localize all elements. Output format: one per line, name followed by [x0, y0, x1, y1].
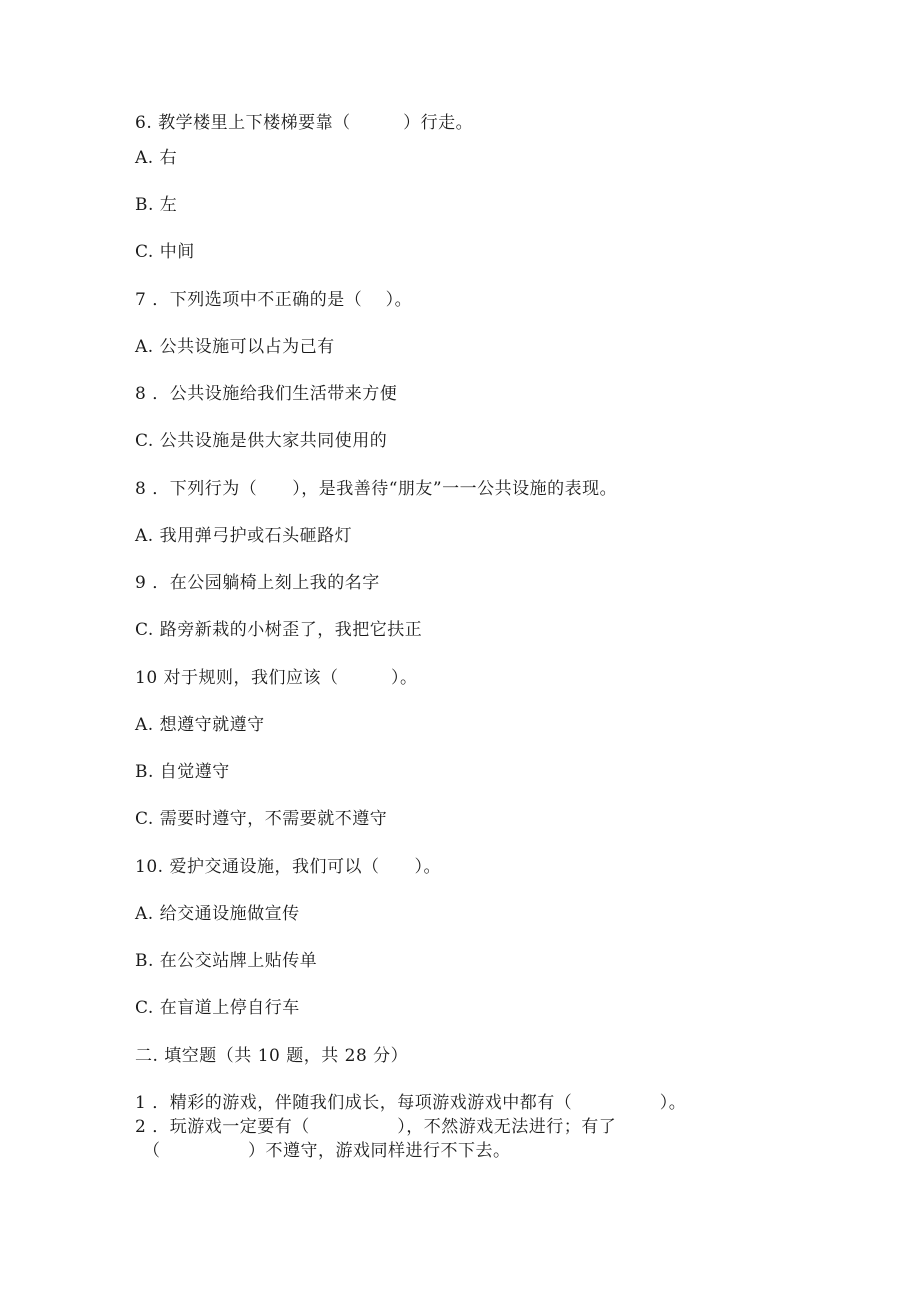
question-10a-option-a: A. 想遵守就遵守 [135, 715, 265, 735]
question-10b-stem: 10. 爱护交通设施，我们可以（ ）。 [135, 857, 441, 877]
question-8-option-b: 9 ．在公园躺椅上刻上我的名字 [135, 573, 380, 593]
question-6-option-c: C. 中间 [135, 242, 195, 262]
question-10a-stem: 10 对于规则，我们应该（ ）。 [135, 668, 418, 688]
fill-in-item-2: 2 ．玩游戏一定要有（ ），不然游戏无法进行；有了 [135, 1117, 617, 1137]
question-8-option-c: C. 路旁新栽的小树歪了，我把它扶正 [135, 620, 423, 640]
question-7-option-c: C. 公共设施是供大家共同使用的 [135, 431, 388, 451]
question-10a-option-b: B. 自觉遵守 [135, 762, 230, 782]
fill-in-item-1: 1 ．精彩的游戏，伴随我们成长，每项游戏游戏中都有（ ）。 [135, 1093, 687, 1113]
question-6-stem: 6. 教学楼里上下楼梯要靠（ ）行走。 [135, 113, 474, 133]
question-10b-option-c: C. 在盲道上停自行车 [135, 998, 300, 1018]
question-10a-option-c: C. 需要时遵守，不需要就不遵守 [135, 809, 388, 829]
question-7-stem: 7 ．下列选项中不正确的是（ ）。 [135, 290, 413, 310]
question-10b-option-a: A. 给交通设施做宣传 [135, 904, 300, 924]
question-10b-option-b: B. 在公交站牌上贴传单 [135, 951, 318, 971]
section-heading: 二. 填空题（共 10 题，共 28 分） [135, 1046, 409, 1066]
question-6-option-a: A. 右 [135, 148, 178, 168]
question-8-stem: 8 ．下列行为（ ），是我善待“朋友”一一公共设施的表现。 [135, 479, 618, 499]
fill-in-item-2-continued: （ ）不遵守，游戏同样进行不下去。 [143, 1141, 511, 1161]
question-7-option-b: 8 ．公共设施给我们生活带来方便 [135, 384, 398, 404]
question-8-option-a: A. 我用弹弓护或石头砸路灯 [135, 526, 353, 546]
question-7-option-a: A. 公共设施可以占为己有 [135, 337, 335, 357]
question-6-option-b: B. 左 [135, 195, 178, 215]
